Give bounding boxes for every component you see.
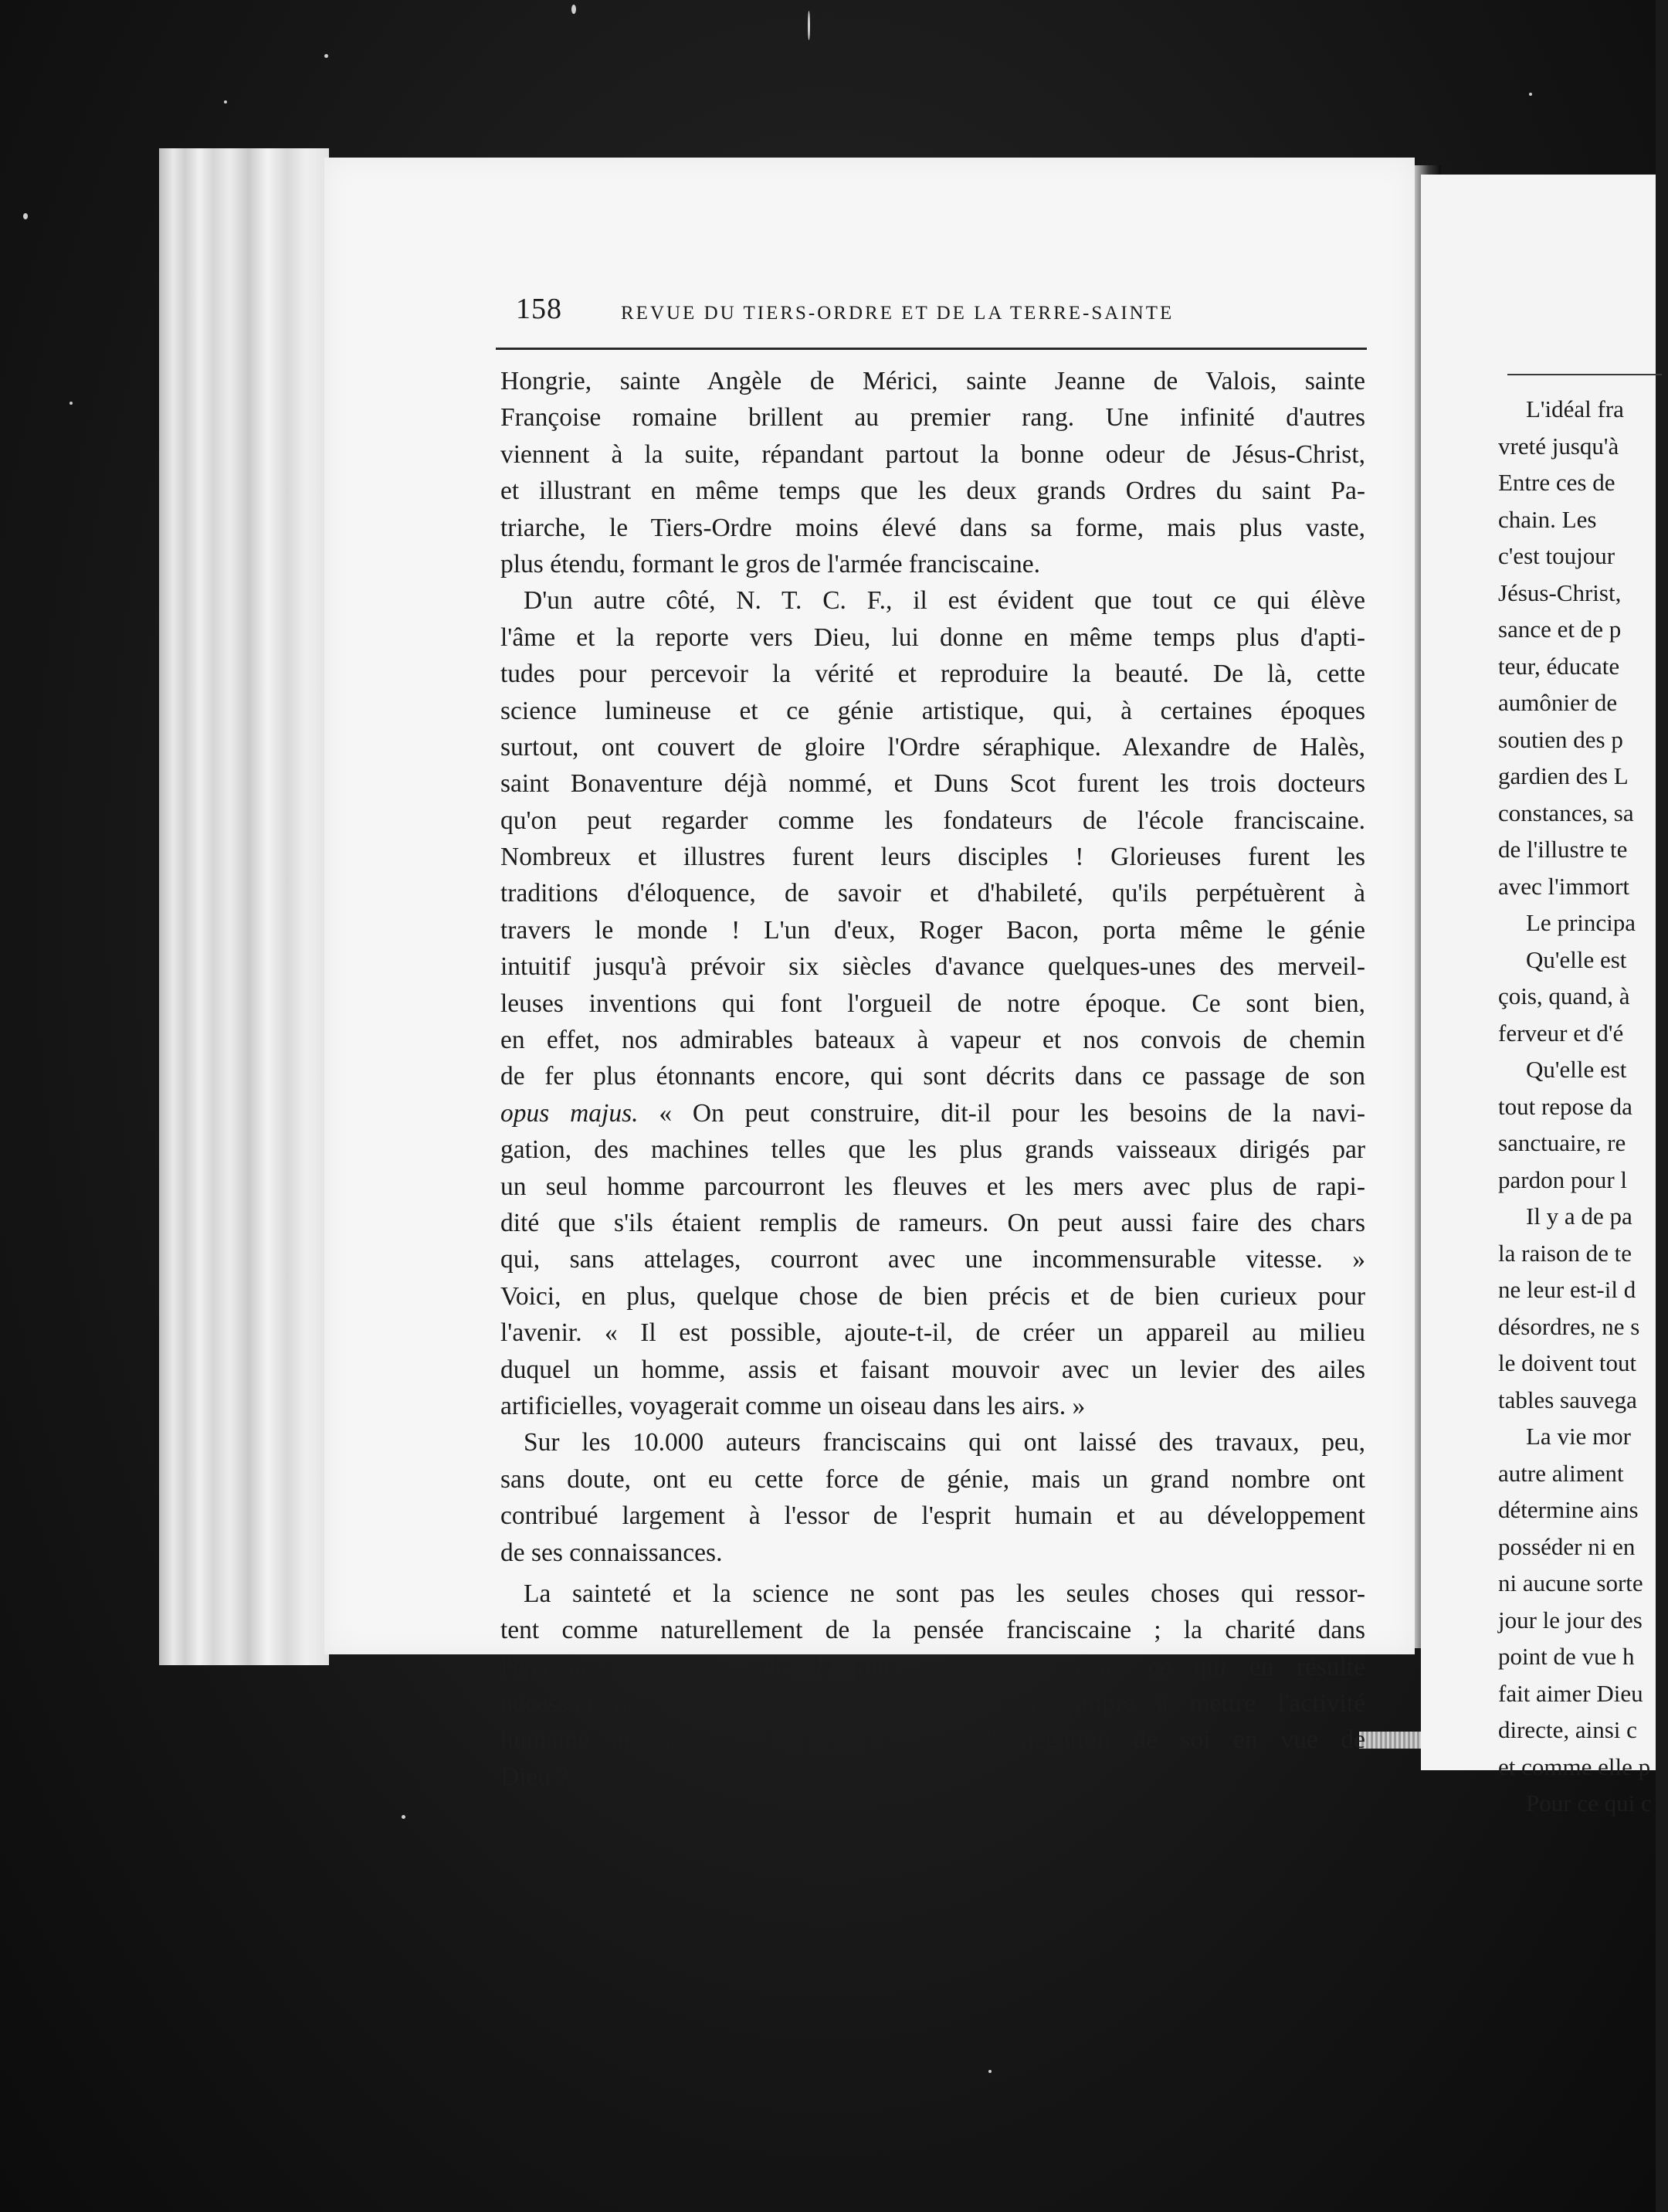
dust-speck bbox=[1529, 93, 1532, 96]
right-text-line: la raison de te bbox=[1498, 1239, 1632, 1267]
right-text-line: constances, sa bbox=[1498, 799, 1634, 826]
right-text-line: chain. Les bbox=[1498, 505, 1597, 533]
right-text-line: de l'illustre te bbox=[1498, 836, 1628, 863]
right-text-line: Entre ces de bbox=[1498, 469, 1615, 496]
text-line: Nombreux et illustres furent leurs disciples ! Glorieuses furent les bbox=[500, 843, 1365, 872]
right-text-line: directe, ainsi c bbox=[1498, 1716, 1637, 1743]
dust-speck bbox=[808, 11, 810, 40]
right-text-line: tout repose da bbox=[1498, 1092, 1632, 1120]
right-text-line: avec l'immort bbox=[1498, 872, 1630, 900]
text-line: traditions d'éloquence, de savoir et d'habileté, qu'ils perpétuèrent à bbox=[500, 879, 1365, 908]
text-line: intuitif jusqu'à prévoir six siècles d'avance quelques-unes des merveil- bbox=[500, 952, 1365, 982]
header-rule bbox=[496, 348, 1367, 350]
text-line: de fer plus étonnants encore, qui sont décrits dans ce passage de son bbox=[500, 1062, 1365, 1091]
right-text-line: autre aliment bbox=[1498, 1459, 1624, 1487]
text-line: l'épanouissement du zèle le plus pur, voilà encore ce qui en résulte bbox=[500, 1652, 1365, 1681]
text-line: travers le monde ! L'un d'eux, Roger Bacon, porta même le génie bbox=[500, 915, 1365, 945]
dust-speck bbox=[988, 2070, 992, 2073]
text-line: l'avenir. « Il est possible, ajoute-t-il, de créer un appareil au milieu bbox=[500, 1318, 1365, 1348]
right-text-line: fait aimer Dieu bbox=[1498, 1679, 1643, 1707]
text-line: tent comme naturellement de la pensée franciscaine ; la charité dans bbox=[500, 1616, 1365, 1645]
text-line: dité que s'ils étaient remplis de rameurs. On peut aussi faire des chars bbox=[500, 1208, 1365, 1237]
running-title: REVUE DU TIERS-ORDRE ET DE LA TERRE-SAINTE bbox=[621, 303, 1175, 324]
right-text-line: c'est toujour bbox=[1498, 542, 1615, 569]
right-text-line: aumônier de bbox=[1498, 689, 1618, 716]
text-line: triarche, le Tiers-Ordre moins élevé dans sa forme, mais plus vaste, bbox=[500, 513, 1365, 542]
text-line: leuses inventions qui font l'orgueil de notre époque. Ce sont bien, bbox=[500, 989, 1365, 1018]
right-text-line: Jésus-Christ, bbox=[1498, 578, 1622, 606]
text-line: un seul homme parcourront les fleuves et les mers avec plus de rapi- bbox=[500, 1172, 1365, 1201]
right-text-line: ferveur et d'é bbox=[1498, 1019, 1624, 1047]
text-line: qui, sans attelages, courront avec une incommensurable vitesse. » bbox=[500, 1245, 1365, 1274]
right-text-line: teur, éducate bbox=[1498, 652, 1620, 680]
text-line: Sur les 10.000 auteurs franciscains qui ont laissé des travaux, peu, bbox=[524, 1428, 1365, 1457]
text-line: Dieu ? bbox=[500, 1762, 569, 1791]
page-number: 158 bbox=[516, 293, 562, 325]
right-page-text bbox=[1498, 391, 1668, 1822]
right-text-line: çois, quand, à bbox=[1498, 982, 1630, 1009]
right-text-line: L'idéal fra bbox=[1526, 395, 1624, 422]
dust-speck bbox=[70, 402, 73, 405]
text-line: gation, des machines telles que les plus grands vaisseaux dirigés par bbox=[500, 1135, 1365, 1165]
text-line: saint Bonaventure déjà nommé, et Duns Scot furent les trois docteurs bbox=[500, 769, 1365, 799]
right-text-line: désordres, ne s bbox=[1498, 1312, 1640, 1340]
right-text-line: Pour ce qui c bbox=[1526, 1790, 1652, 1817]
dust-speck bbox=[224, 100, 227, 103]
text-line bbox=[500, 1095, 1365, 1131]
right-text-line: jour le jour des bbox=[1498, 1606, 1643, 1634]
text-line: sans doute, ont eu cette force de génie, mais un grand nombre ont bbox=[500, 1464, 1365, 1494]
text-line: Hongrie, sainte Angèle de Mérici, sainte Jeanne de Valois, sainte bbox=[500, 367, 1365, 395]
dust-speck bbox=[402, 1815, 405, 1819]
right-page bbox=[1421, 175, 1656, 1817]
text-line: nécessairement. Qu'y a-t-il, en effet, de plus propre à mettre l'activité bbox=[500, 1689, 1365, 1718]
right-text-line: tables sauvega bbox=[1498, 1386, 1637, 1413]
right-text-line: point de vue h bbox=[1498, 1643, 1635, 1670]
text-line: de ses connaissances. bbox=[500, 1538, 723, 1567]
text-line: D'un autre côté, N. T. C. F., il est évident que tout ce qui élève bbox=[524, 586, 1365, 616]
text-line: Françoise romaine brillent au premier rang. Une infinité d'autres bbox=[500, 403, 1365, 433]
dust-speck bbox=[23, 213, 28, 219]
text-line-rest: « On peut construire, dit-il pour les besoins de la navi- bbox=[659, 1098, 1366, 1128]
text-line: La sainteté et la science ne sont pas les seules choses qui ressor- bbox=[524, 1579, 1365, 1608]
right-text-line: ni aucune sorte bbox=[1498, 1569, 1643, 1596]
running-header bbox=[516, 292, 1367, 335]
text-line: duquel un homme, assis et faisant mouvoir avec un levier des ailes bbox=[500, 1355, 1365, 1384]
right-text-line: sanctuaire, re bbox=[1498, 1129, 1626, 1156]
text-line: viennent à la suite, répandant partout la bonne odeur de Jésus-Christ, bbox=[500, 439, 1365, 469]
text-line: l'âme et la reporte vers Dieu, lui donne en même temps plus d'apti- bbox=[500, 623, 1365, 652]
italic-title: opus majus. bbox=[500, 1098, 639, 1128]
text-line: en effet, nos admirables bateaux à vapeur et nos convois de chemin bbox=[500, 1026, 1365, 1055]
right-text-line: La vie mor bbox=[1526, 1423, 1632, 1450]
right-text-line: pardon pour l bbox=[1498, 1165, 1628, 1193]
text-line: surtout, ont couvert de gloire l'Ordre séraphique. Alexandre de Halès, bbox=[500, 732, 1365, 762]
dust-speck bbox=[324, 54, 328, 58]
right-text-line: vreté jusqu'à bbox=[1498, 432, 1619, 460]
text-line: science lumineuse et ce génie artistique, qui, à certaines époques bbox=[500, 696, 1365, 725]
text-line: Voici, en plus, quelque chose de bien précis et de bien curieux pour bbox=[500, 1281, 1365, 1311]
text-line: qu'on peut regarder comme les fondateurs de l'école franciscaine. bbox=[500, 806, 1365, 835]
text-line: humaine au service du prochain, que l'abnégation de soi en vue de bbox=[500, 1725, 1365, 1755]
right-text-line: Il y a de pa bbox=[1526, 1203, 1632, 1230]
right-text-line: soutien des p bbox=[1498, 725, 1623, 753]
right-text-line: gardien des L bbox=[1498, 762, 1629, 789]
right-text-line: Qu'elle est bbox=[1526, 945, 1627, 973]
right-text-line: posséder ni en bbox=[1498, 1532, 1636, 1560]
right-text-line: ne leur est-il d bbox=[1498, 1276, 1636, 1303]
right-text-line: détermine ains bbox=[1498, 1496, 1639, 1523]
right-text-line: Le principa bbox=[1526, 909, 1636, 936]
text-line: tudes pour percevoir la vérité et reproduire la beauté. De là, cette bbox=[500, 660, 1365, 689]
right-text-line: et comme elle p bbox=[1498, 1752, 1651, 1780]
text-line: plus étendu, formant le gros de l'armée franciscaine. bbox=[500, 549, 1041, 578]
text-line: artificielles, voyagerait comme un oiseau dans les airs. » bbox=[500, 1391, 1086, 1420]
body-text bbox=[500, 363, 1365, 1795]
text-line: contribué largement à l'essor de l'esprit humain et au développement bbox=[500, 1501, 1365, 1531]
right-text-line: Qu'elle est bbox=[1526, 1056, 1627, 1083]
right-page-rule bbox=[1507, 374, 1662, 375]
book-page-edges bbox=[159, 148, 329, 1665]
dust-speck bbox=[571, 5, 576, 14]
right-text-line: le doivent tout bbox=[1498, 1349, 1637, 1376]
text-line: et illustrant en même temps que les deux grands Ordres du saint Pa- bbox=[500, 477, 1365, 506]
right-text-line: sance et de p bbox=[1498, 616, 1622, 643]
